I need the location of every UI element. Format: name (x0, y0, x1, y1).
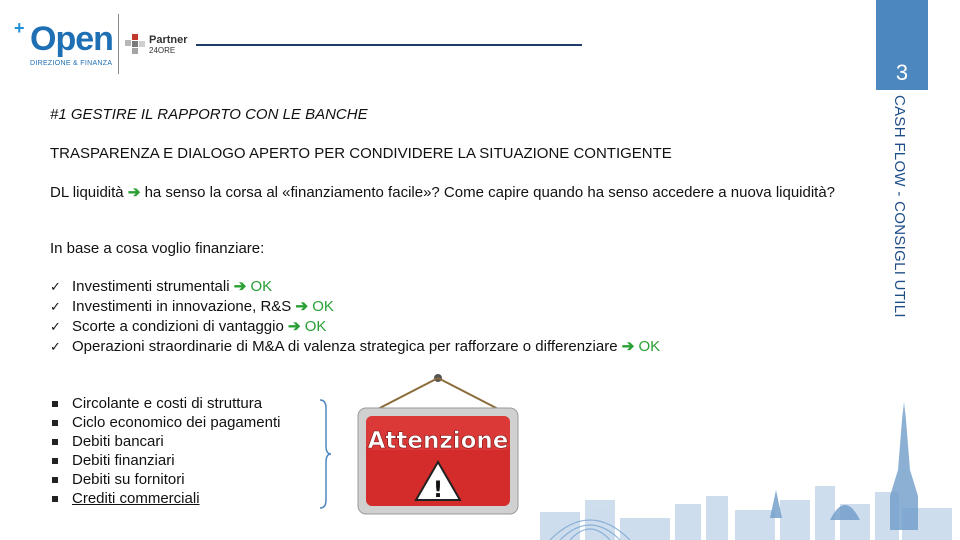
intro-text: In base a cosa voglio finanziare: (50, 240, 265, 257)
square-bullet-icon (52, 496, 58, 502)
list-item (50, 413, 280, 432)
logo-divider (118, 14, 119, 74)
item-label: Ciclo economico dei pagamenti (72, 414, 281, 431)
city-skyline-decoration (530, 400, 960, 540)
list-item (50, 470, 280, 489)
item-label: Crediti commerciali (72, 490, 200, 507)
curly-brace-icon (318, 398, 332, 510)
list-item (50, 277, 660, 297)
check-icon: ✓ (50, 339, 61, 354)
check-icon: ✓ (50, 279, 61, 294)
para-start: DL liquidità (50, 184, 124, 201)
ok-label: OK (304, 318, 327, 335)
item-label: Debiti su fornitori (72, 471, 185, 488)
list-item (50, 317, 660, 337)
check-icon: ✓ (50, 299, 61, 314)
item-label: Investimenti in innovazione, R&S (72, 298, 292, 315)
arrow-icon: ➔ (621, 338, 635, 355)
item-label: Scorte a condizioni di vantaggio (72, 318, 284, 335)
warning-sign-illustration (352, 370, 524, 520)
item-label: Operazioni straordinarie di M&A di valenza strategica per rafforzare o differenziare (72, 338, 618, 355)
square-bullet-icon (52, 477, 58, 483)
item-label: Debiti finanziari (72, 452, 175, 469)
liquidity-question (50, 182, 850, 203)
list-item (50, 432, 280, 451)
list-item (50, 451, 280, 470)
list-item (50, 489, 280, 508)
partner-sub: 24ORE (149, 46, 176, 55)
check-icon: ✓ (50, 319, 61, 334)
square-bullet-icon (52, 458, 58, 464)
checklist (50, 277, 660, 357)
square-bullet-icon (52, 439, 58, 445)
square-bullet-icon (52, 401, 58, 407)
logo-subtitle: DIREZIONE & FINANZA (30, 60, 113, 67)
item-label: Circolante e costi di struttura (72, 395, 263, 412)
sign-word: Attenzione (367, 428, 509, 454)
ok-label: OK (638, 338, 661, 355)
para-end: ha senso la corsa al «finanziamento facile»? Come capire quando ha senso accedere a nuova liquidità? (144, 184, 836, 201)
partner-logo (125, 32, 195, 56)
sign-mark: ! (432, 478, 444, 503)
arrow-icon: ➔ (287, 318, 301, 335)
vertical-title-text: CASH FLOW - CONSIGLI UTILI (891, 95, 908, 318)
header-rule (196, 44, 582, 46)
item-label: Investimenti strumentali (72, 278, 230, 295)
partner-label: Partner (149, 34, 188, 46)
arrow-icon: ➔ (295, 298, 309, 315)
slide-subheading: TRASPARENZA E DIALOGO APERTO PER CONDIVIDERE LA SITUAZIONE CONTIGENTE (50, 145, 672, 162)
logo-plus: + (14, 18, 25, 38)
item-label: Debiti bancari (72, 433, 164, 450)
list-item (50, 297, 660, 317)
vertical-section-title (875, 95, 925, 318)
list-item (50, 394, 280, 413)
square-bullet-icon (52, 420, 58, 426)
open-logo (14, 18, 124, 70)
bullet-list (50, 394, 280, 508)
page-number: 3 (895, 60, 909, 85)
logo-word: Open (30, 20, 113, 58)
ok-label: OK (250, 278, 273, 295)
arrow-icon: ➔ (233, 278, 247, 295)
ok-label: OK (312, 298, 334, 315)
list-item (50, 337, 660, 357)
arrow-icon: ➔ (127, 184, 141, 201)
partner-mosaic-icon (125, 34, 145, 54)
slide-heading: #1 GESTIRE IL RAPPORTO CON LE BANCHE (50, 106, 368, 123)
